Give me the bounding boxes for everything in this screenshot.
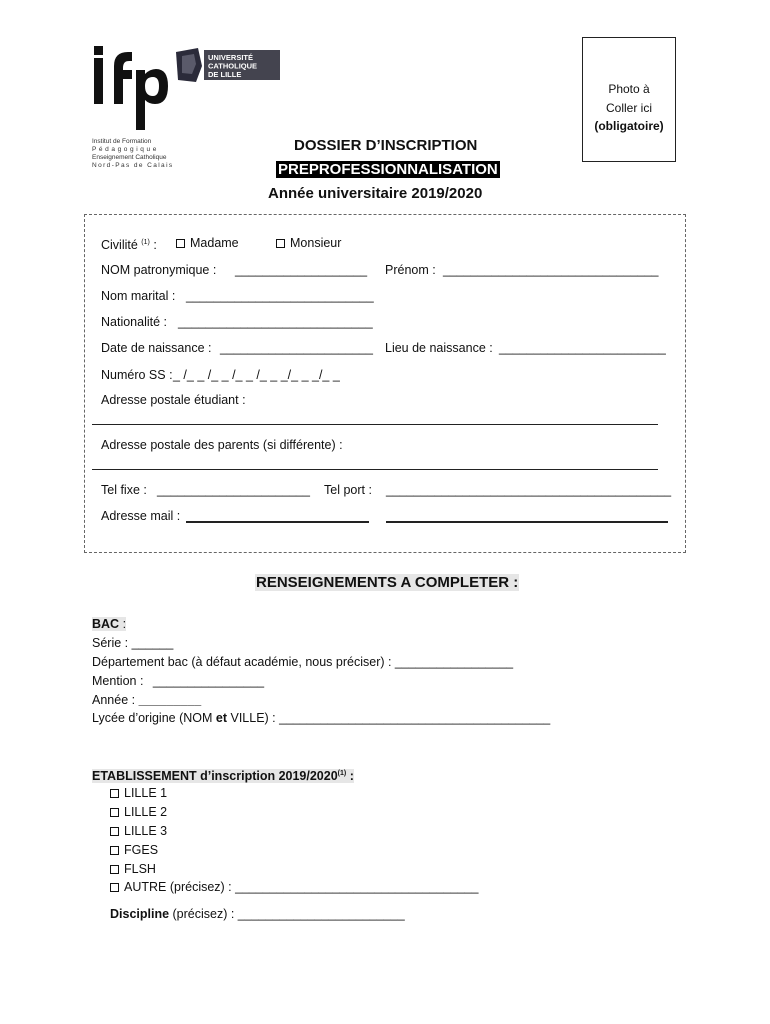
checkbox-icon[interactable]	[110, 827, 119, 836]
nom-label: NOM patronymique :	[101, 263, 217, 277]
ucl-line: DE LILLE	[208, 70, 242, 79]
annee-label: Année :	[92, 693, 136, 707]
tel-fixe-field[interactable]: ______________________	[157, 483, 310, 497]
option-label: Monsieur	[290, 236, 342, 250]
academic-year: Année universitaire 2019/2020	[268, 185, 483, 202]
checkbox-icon[interactable]	[110, 808, 119, 817]
photo-line: Photo à	[608, 82, 650, 96]
prenom-field[interactable]: _______________________________	[443, 263, 659, 277]
bac-label: BAC	[92, 617, 120, 631]
org-line: Pédagogique	[92, 146, 159, 153]
departement-field[interactable]: Département bac (à défaut académie, nous préciser) : _________________	[92, 655, 514, 669]
discipline-row[interactable]	[110, 906, 405, 922]
checkbox-icon[interactable]	[276, 239, 285, 248]
option-label: LILLE 1	[124, 786, 168, 800]
ss-field[interactable]: _ /_ _ /_ _ /_ _ /_ _ _/_ _ _/_ _	[173, 368, 340, 382]
prenom-label: Prénom :	[385, 263, 436, 277]
ifp-logo	[92, 44, 170, 134]
mail-field-domain[interactable]	[386, 521, 668, 523]
mention-field[interactable]: ________________	[152, 674, 265, 688]
etab-option-flsh[interactable]	[110, 861, 156, 877]
colon: :	[149, 238, 157, 252]
civilite-row	[101, 235, 157, 253]
checkbox-icon[interactable]	[110, 846, 119, 855]
ifp-org-name	[92, 138, 174, 170]
naissance-label: Date de naissance :	[101, 341, 212, 355]
annee-row	[92, 692, 201, 708]
colon: :	[119, 617, 127, 631]
option-label: AUTRE (précisez) : ___________________________________	[124, 880, 479, 894]
discipline-label: Discipline	[110, 907, 170, 921]
etab-option-lille2[interactable]	[110, 804, 167, 820]
photo-line: Coller ici	[605, 100, 652, 115]
checkbox-icon[interactable]	[176, 239, 185, 248]
nom-field[interactable]: ___________________	[235, 263, 368, 277]
serie-field[interactable]: Série : ______	[92, 636, 174, 650]
adresse-etudiant-field[interactable]	[92, 424, 658, 425]
tel-fixe-label: Tel fixe :	[101, 483, 147, 497]
section-title: RENSEIGNEMENTS A COMPLETER :	[256, 574, 519, 591]
option-label: LILLE 3	[124, 824, 168, 838]
etab-option-fges[interactable]	[110, 842, 158, 858]
discipline-field[interactable]: (précisez) : ________________________	[169, 907, 405, 921]
footnote-ref: (1)	[141, 239, 150, 246]
org-line: Institut de Formation	[92, 138, 152, 145]
ss-label: Numéro SS :	[101, 368, 173, 382]
checkbox-icon[interactable]	[110, 883, 119, 892]
etab-option-lille1[interactable]	[110, 785, 167, 801]
etablissement-heading	[92, 766, 354, 784]
ucl-logo	[174, 46, 282, 86]
marital-label: Nom marital :	[101, 289, 176, 303]
lycee-field[interactable]: VILLE) : _______________________________________	[227, 711, 551, 725]
etab-option-autre[interactable]	[110, 879, 478, 895]
annee-field[interactable]: _________	[138, 693, 202, 707]
photo-box[interactable]	[582, 37, 676, 162]
adresse-parents-label: Adresse postale des parents (si différente) :	[101, 438, 343, 452]
ucl-line: CATHOLIQUE	[208, 61, 258, 71]
org-line: Enseignement Catholique	[92, 154, 167, 161]
marital-field[interactable]: ___________________________	[186, 289, 374, 303]
ucl-line: UNIVERSITÉ	[208, 53, 254, 62]
option-label: Madame	[190, 236, 239, 250]
tel-port-field[interactable]: _________________________________________	[386, 483, 672, 497]
option-monsieur[interactable]	[276, 235, 341, 251]
photo-required: (obligatoire)	[594, 119, 664, 133]
mail-label: Adresse mail :	[101, 509, 181, 523]
etab-option-lille3[interactable]	[110, 823, 167, 839]
lieu-field[interactable]: ________________________	[499, 341, 666, 355]
adresse-parents-field[interactable]	[92, 469, 658, 470]
mail-field[interactable]	[186, 521, 369, 523]
lycee-label: Lycée d’origine (NOM	[92, 711, 216, 725]
checkbox-icon[interactable]	[110, 789, 119, 798]
colon: :	[346, 769, 354, 783]
option-madame[interactable]	[176, 235, 239, 251]
mention-label: Mention :	[92, 674, 144, 688]
nationalite-field[interactable]: ____________________________	[178, 315, 373, 329]
option-label: LILLE 2	[124, 805, 168, 819]
checkbox-icon[interactable]	[110, 865, 119, 874]
civilite-label: Civilité	[101, 238, 138, 252]
adresse-etudiant-label: Adresse postale étudiant :	[101, 393, 246, 407]
lieu-label: Lieu de naissance :	[385, 341, 493, 355]
nationalite-label: Nationalité :	[101, 315, 168, 329]
lycee-row[interactable]	[92, 710, 550, 726]
bac-heading	[92, 616, 126, 632]
etablissement-label: ETABLISSEMENT d’inscription 2019/2020	[92, 769, 338, 783]
tel-port-label: Tel port :	[324, 483, 372, 497]
mention-row	[92, 673, 264, 689]
option-label: FLSH	[124, 862, 156, 876]
naissance-field[interactable]: ______________________	[220, 341, 373, 355]
org-line: Nord-Pas de Calais	[92, 162, 174, 169]
footnote-ref: (1)	[337, 770, 347, 777]
lycee-and: et	[215, 711, 228, 725]
page-title: DOSSIER D’INSCRIPTION	[294, 137, 478, 154]
page-subtitle: PREPROFESSIONNALISATION	[278, 161, 498, 178]
option-label: FGES	[124, 843, 159, 857]
